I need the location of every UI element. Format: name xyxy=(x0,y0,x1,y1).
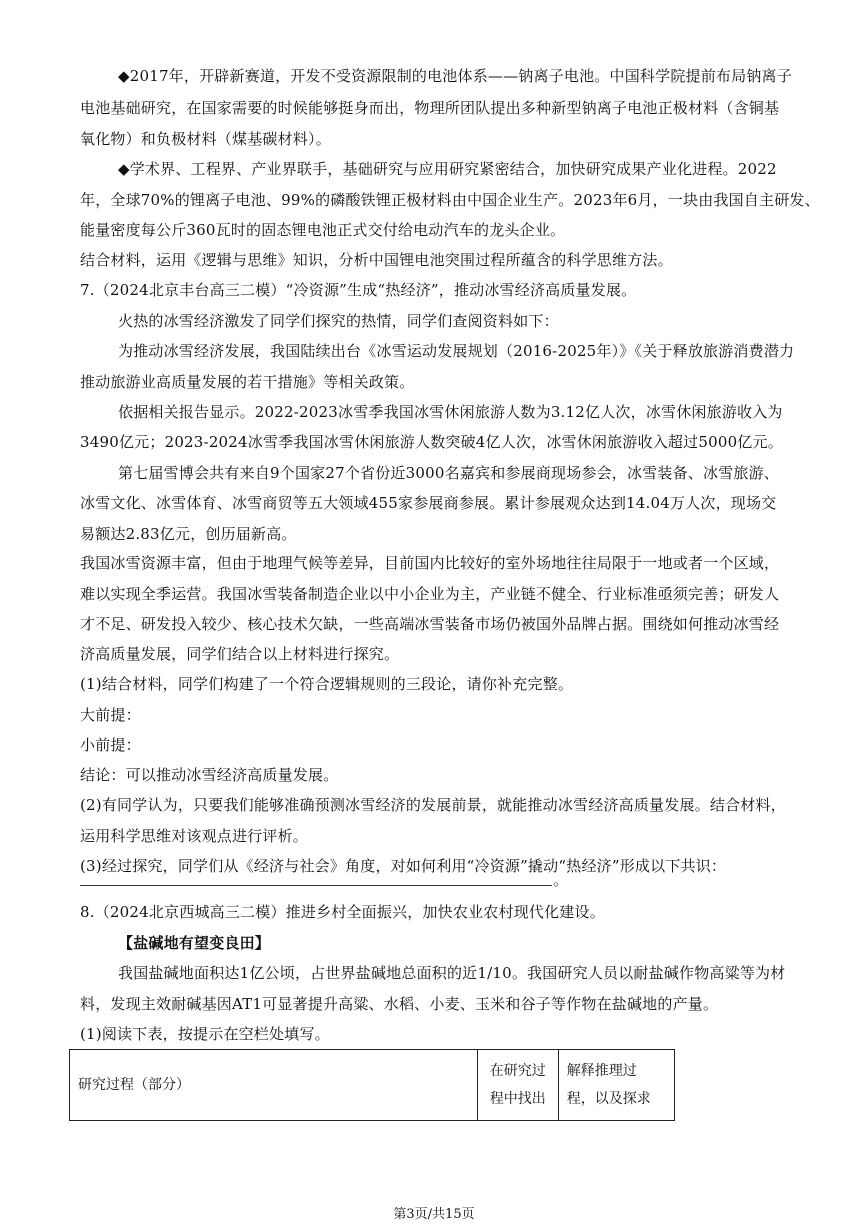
conclusion-line: 结论：可以推动冰雪经济高质量发展。 xyxy=(80,766,339,784)
sub-question: (3)经过探究，同学们从《经济与社会》角度，对如何利用“冷资源”撬动“热经济”形成以下共识： xyxy=(80,857,727,875)
question-heading: 7.（2024北京丰台高三二模）“冷资源”生成“热经济”，推动冰雪经济高质量发展。 xyxy=(80,281,637,299)
minor-premise-label: 小前提： xyxy=(80,736,141,754)
cell-line: 在研究过 xyxy=(489,1063,546,1079)
table-cell-find xyxy=(477,1050,558,1121)
paragraph-line: 3490亿元；2023-2024冰雪季我国冰雪休闲旅游人数突破4亿人次，冰雪休闲旅游收入超过5000亿元。 xyxy=(80,433,783,451)
paragraph-line: 第七届雪博会共有来自9个国家27个省份近3000名嘉宾和参展商现场参会，冰雪装备、冰雪旅游、 xyxy=(118,464,780,482)
paragraph-line: 能量密度每公斤360瓦时的固态锂电池正式交付给电动汽车的龙头企业。 xyxy=(80,221,566,239)
paragraph-line: 依据相关报告显示。2022-2023冰雪季我国冰雪休闲旅游人数为3.12亿人次，冰雪休闲旅游收入为 xyxy=(118,403,783,421)
paragraph-line: ◆学术界、工程界、产业界联手，基础研究与应用研究紧密结合，加快研究成果产业化进程。2022 xyxy=(118,160,777,178)
paragraph-line: 才不足、研发投入较少、核心技术欠缺，一些高端冰雪装备市场仍被国外品牌占据。围绕如何推动冰雪经 xyxy=(80,615,780,633)
major-premise-label: 大前提： xyxy=(80,706,141,724)
question-heading: 8.（2024北京西城高三二模）推进乡村全面振兴，加快农业农村现代化建设。 xyxy=(80,903,605,921)
table-cell-process: 研究过程（部分） xyxy=(70,1050,478,1121)
paragraph-line: 济高质量发展，同学们结合以上材料进行探究。 xyxy=(80,645,400,663)
sub-question: 运用科学思维对该观点进行评析。 xyxy=(80,827,309,845)
section-heading: 【盐碱地有望变良田】 xyxy=(118,934,271,952)
table-cell-explain xyxy=(558,1050,674,1121)
cell-line: 解释推理过 xyxy=(566,1063,637,1079)
answer-blank-end: 。 xyxy=(553,871,569,889)
paragraph-line: 料，发现主效耐碱基因AT1可显著提升高粱、水稻、小麦、玉米和谷子等作物在盐碱地的产量。 xyxy=(80,995,719,1013)
paragraph-line: 易额达2.83亿元，创历届新高。 xyxy=(80,525,297,543)
page-footer: 第3页/共15页 xyxy=(393,1207,475,1222)
table-row xyxy=(70,1050,675,1121)
paragraph-line: 难以实现全季运营。我国冰雪装备制造企业以中小企业为主，产业链不健全、行业标准亟须完善；研发人 xyxy=(80,585,780,603)
sub-question: (1)结合材料，同学们构建了一个符合逻辑规则的三段论，请你补充完整。 xyxy=(80,675,574,693)
paragraph-line: 我国盐碱地面积达1亿公顷，占世界盐碱地总面积的近1/10。我国研究人员以耐盐碱作物高粱等为材 xyxy=(118,964,786,982)
paragraph-line: 电池基础研究，在国家需要的时候能够挺身而出，物理所团队提出多种新型钠离子电池正极材料（含铜基 xyxy=(80,99,780,117)
paragraph-line: 我国冰雪资源丰富，但由于地理气候等差异，目前国内比较好的室外场地往往局限于一地或者一个区域， xyxy=(80,554,780,572)
paragraph-line: 为推动冰雪经济发展，我国陆续出台《冰雪运动发展规划（2016-2025年）》《关于释放旅游消费潜力 xyxy=(118,342,795,360)
sub-question: (1)阅读下表，按提示在空栏处填写。 xyxy=(80,1025,330,1043)
sub-question: (2)有同学认为，只要我们能够准确预测冰雪经济的发展前景，就能推动冰雪经济高质量发展。结合材料， xyxy=(80,796,786,814)
paragraph-line: 年，全球70%的锂离子电池、99%的磷酸铁锂正极材料由中国企业生产。2023年6月，一块由我国自主研发、 xyxy=(80,191,820,209)
research-table xyxy=(69,1049,675,1121)
question-text: 结合材料，运用《逻辑与思维》知识，分析中国锂电池突围过程所蕴含的科学思维方法。 xyxy=(80,251,673,269)
cell-line: 程，以及探求 xyxy=(566,1091,651,1107)
paragraph-line: 氧化物）和负极材料（煤基碳材料）。 xyxy=(80,130,331,148)
paragraph-line: 推动旅游业高质量发展的若干措施》等相关政策。 xyxy=(80,373,415,391)
cell-line: 程中找出 xyxy=(489,1091,546,1107)
paragraph-line: 冰雪文化、冰雪体育、冰雪商贸等五大领域455家参展商参展。累计参展观众达到14.04万人次，现场交 xyxy=(80,494,777,512)
paragraph-line: ◆2017年，开辟新赛道，开发不受资源限制的电池体系——钠离子电池。中国科学院提前布局钠离子 xyxy=(118,67,792,85)
paragraph-line: 火热的冰雪经济激发了同学们探究的热情，同学们查阅资料如下： xyxy=(118,312,559,330)
answer-blank-line xyxy=(80,885,552,886)
